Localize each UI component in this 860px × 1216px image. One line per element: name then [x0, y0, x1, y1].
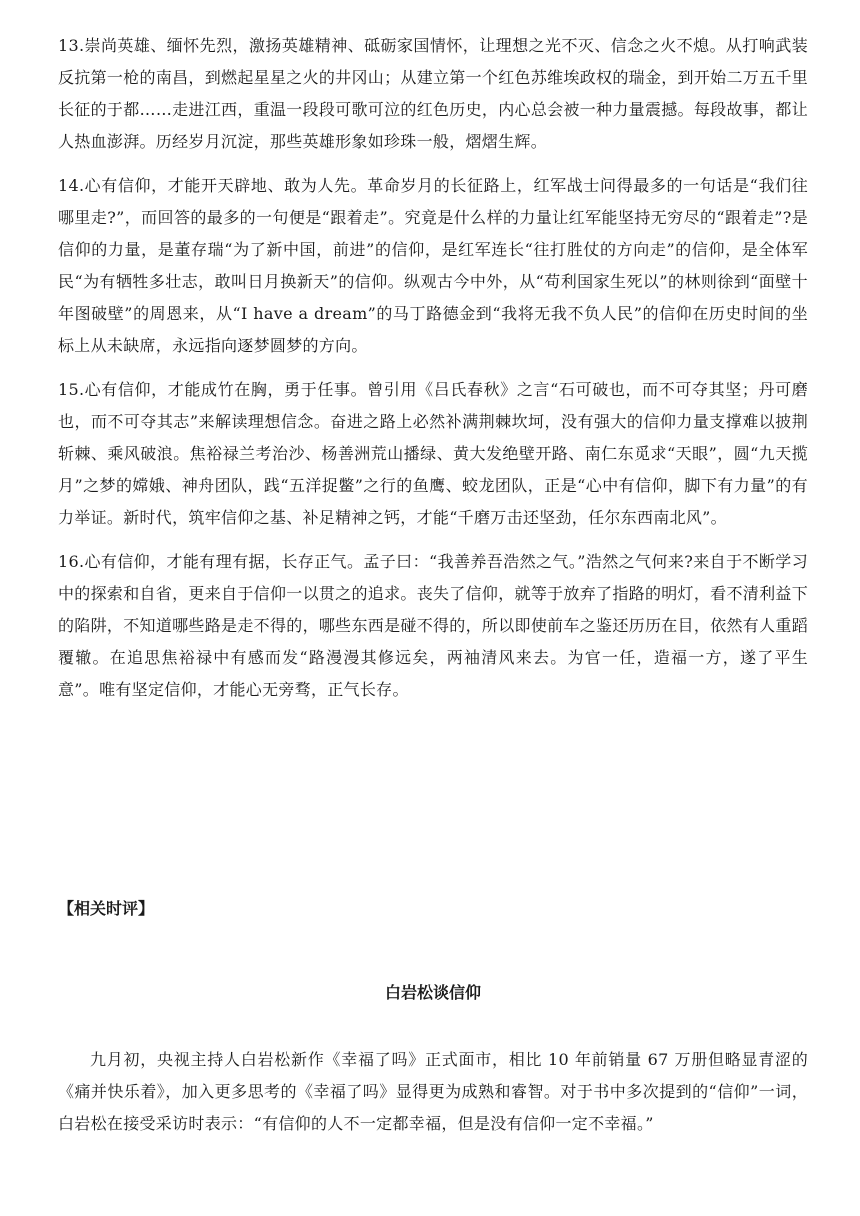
article-body: 九月初，央视主持人白岩松新作《幸福了吗》正式面市，相比 10 年前销量 67 万册但略显青涩的《痛并快乐着》，加入更多思考的《幸福了吗》显得更为成熟和睿智。对于书中多次提到的“信仰”一词，白岩松在接受采访时表示：“有信仰的人不一定都幸福，但是没有信仰一定不幸福。”	[58, 1050, 808, 1133]
section-heading: 【相关时评】	[58, 899, 155, 918]
article-title: 白岩松谈信仰	[384, 983, 481, 1002]
paragraph-13: 13.崇尚英雄、缅怀先烈，激扬英雄精神、砥砺家国情怀，让理想之光不灭、信念之火不熄。从打响武装反抗第一枪的南昌，到燃起星星之火的井冈山；从建立第一个红色苏维埃政权的瑞金，到开始二万五千里长征的于都……走进江西，重温一段段可歌可泣的红色历史，内心总会被一种力量震撼。每段故事，都让人热血澎湃。历经岁月沉淀，那些英雄形象如珍珠一般，熠熠生辉。	[58, 36, 808, 151]
paragraph-14: 14.心有信仰，才能开天辟地、敢为人先。革命岁月的长征路上，红军战士问得最多的一句话是“我们往哪里走?”，而回答的最多的一句便是“跟着走”。究竟是什么样的力量让红军能坚持无穷尽的“跟着走”?是信仰的力量，是董存瑞“为了新中国，前进”的信仰，是红军连长“往打胜仗的方向走”的信仰，是全体军民“为有牺牲多壮志，敢叫日月换新天”的信仰。纵观古今中外，从“苟利国家生死以”的林则徐到“面壁十年图破壁”的周恩来，从“I have a dream”的马丁路德金到“我将无我不负人民”的信仰在历史时间的坐标上从未缺席，永远指向逐梦圆梦的方向。	[58, 176, 808, 355]
paragraph-16: 16.心有信仰，才能有理有据，长存正气。孟子曰：“我善养吾浩然之气。”浩然之气何来?来自于不断学习中的探索和自省，更来自于信仰一以贯之的追求。丧失了信仰，就等于放弃了指路的明灯，看不清利益下的陷阱，不知道哪些路是走不得的，哪些东西是碰不得的，所以即使前车之鉴还历历在目，依然有人重蹈覆辙。在追思焦裕禄中有感而发“路漫漫其修远矣，两袖清风来去。为官一任，造福一方，遂了平生意”。唯有坚定信仰，才能心无旁骛，正气长存。	[58, 552, 808, 699]
document-page	[58, 30, 808, 1133]
paragraph-15: 15.心有信仰，才能成竹在胸，勇于任事。曾引用《吕氏春秋》之言“石可破也，而不可夺其坚；丹可磨也，而不可夺其志”来解读理想信念。奋进之路上必然补满荆棘坎坷，没有强大的信仰力量支撑难以披荆斩棘、乘风破浪。焦裕禄兰考治沙、杨善洲荒山播绿、黄大发绝壁开路、南仁东觅求“天眼”，圆“九天揽月”之梦的嫦娥、神舟团队，践“五洋捉鳖”之行的鱼鹰、蛟龙团队，正是“心中有信仰，脚下有力量”的有力举证。新时代，筑牢信仰之基、补足精神之钙，才能“千磨万击还坚劲，任尔东西南北风”。	[58, 380, 808, 527]
